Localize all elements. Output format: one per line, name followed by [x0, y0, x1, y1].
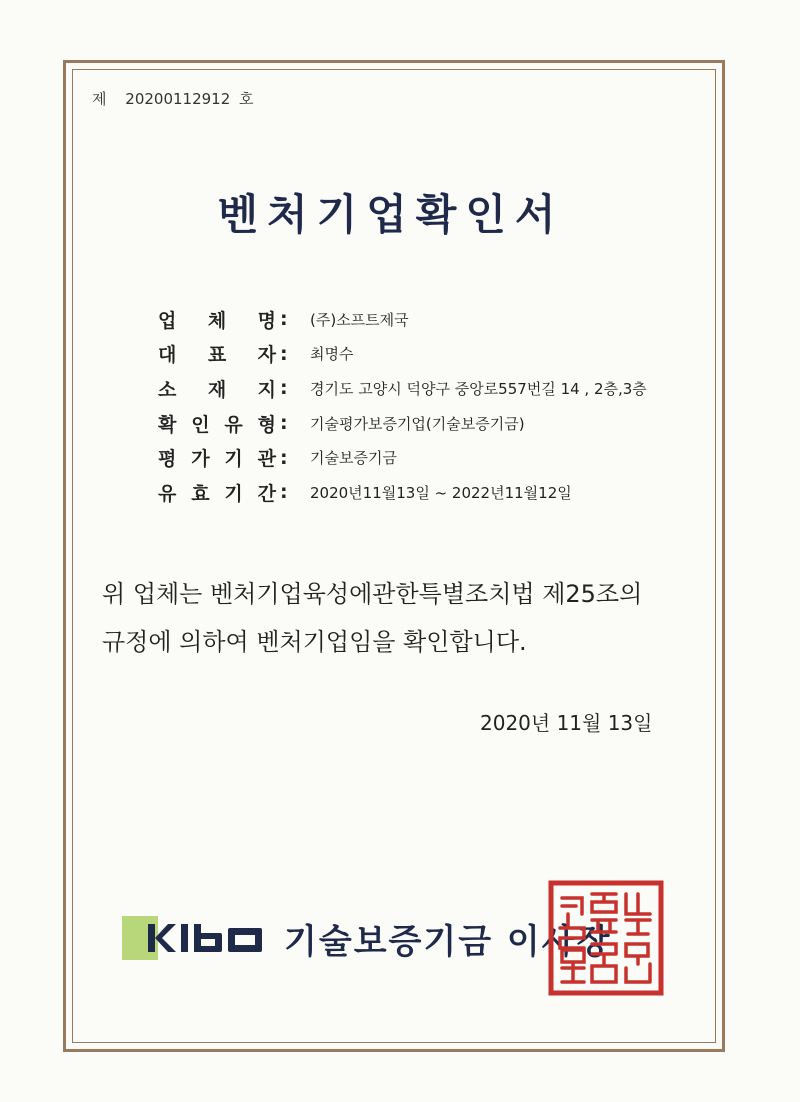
issuer-name: 기술보증기금 이사장: [284, 921, 612, 962]
label-char: 표: [207, 344, 227, 367]
label-char: 재: [207, 378, 227, 401]
confirmation-statement: [102, 570, 702, 666]
label-char: 형: [257, 413, 276, 436]
official-seal: [548, 880, 664, 996]
field-company-name: [158, 302, 647, 337]
label-char: 기: [224, 448, 243, 471]
label-char: 명: [257, 309, 276, 332]
field-label: [158, 410, 280, 437]
field-value: 경기도 고양시 덕양구 중앙로557번길 14 , 2층,3층: [310, 379, 647, 398]
field-colon: :: [280, 342, 288, 365]
label-char: 자: [257, 344, 276, 367]
field-address: [158, 371, 647, 406]
label-char: 확: [158, 413, 177, 436]
field-value: (주)소프트제국: [310, 310, 409, 329]
issue-date: 2020년 11월 13일: [480, 711, 653, 735]
field-colon: :: [280, 308, 288, 331]
certificate-number-value: 20200112912: [125, 90, 231, 108]
field-label: [158, 444, 280, 471]
seal-stamp-image: [548, 880, 664, 996]
label-char: 간: [257, 482, 276, 505]
label-char: 체: [207, 309, 227, 332]
label-char: 평: [158, 448, 177, 471]
field-colon: :: [280, 446, 288, 469]
label-char: 지: [257, 378, 276, 401]
certificate-fields: [158, 302, 647, 510]
field-value: 최명수: [310, 345, 354, 364]
field-label: [158, 306, 280, 333]
kibo-logo: [122, 916, 272, 960]
certificate-number-prefix: 제: [92, 90, 107, 108]
field-value: 2020년11월13일 ~ 2022년11월12일: [310, 483, 572, 502]
certificate-number-suffix: 호: [239, 90, 254, 108]
issuer-block: [122, 916, 611, 960]
label-char: 효: [191, 482, 210, 505]
label-char: 업: [158, 309, 177, 332]
label-char: 유: [224, 413, 243, 436]
label-char: 인: [191, 413, 210, 436]
field-colon: :: [280, 377, 288, 400]
label-char: 관: [257, 448, 276, 471]
label-char: 가: [191, 448, 210, 471]
label-char: 기: [224, 482, 243, 505]
field-evaluation-agency: [158, 440, 647, 475]
statement-line-2: 규정에 의하여 벤처기업임을 확인합니다.: [102, 628, 527, 656]
field-label: [158, 479, 280, 506]
field-validity-period: [158, 475, 647, 510]
field-label: [158, 340, 280, 367]
kibo-logo-mark: [122, 916, 272, 960]
certificate-number: [92, 88, 268, 109]
field-confirmation-type: [158, 406, 647, 441]
statement-line-1: 위 업체는 벤처기업육성에관한특별조치법 제25조의: [102, 580, 643, 608]
field-value: 기술보증기금: [310, 449, 397, 468]
label-char: 소: [158, 378, 177, 401]
field-colon: :: [280, 481, 288, 504]
field-label: [158, 375, 280, 402]
certificate-title: 벤처기업확인서: [217, 190, 565, 239]
label-char: 대: [158, 344, 177, 367]
field-representative: [158, 337, 647, 372]
field-colon: :: [280, 412, 288, 435]
field-value: 기술평가보증기업(기술보증기금): [310, 414, 525, 433]
label-char: 유: [158, 482, 177, 505]
